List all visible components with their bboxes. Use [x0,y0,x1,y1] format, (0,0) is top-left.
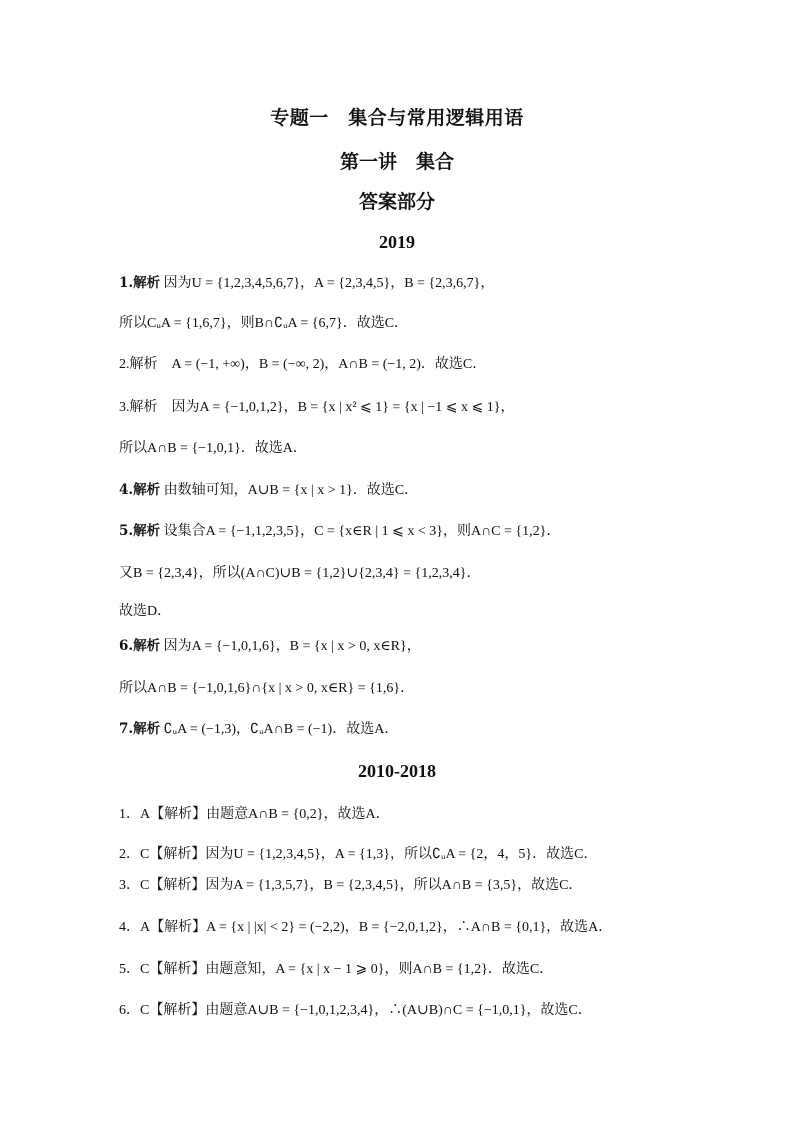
lecture-title: 第一讲 集合 [339,151,454,173]
answer-line [119,314,408,333]
answer-line [119,481,418,500]
answer-text: 6．C【解析】由题意A∪B = {−1,0,1,2,3,4}，∴(A∪B)∩C = {−1,0,1}，故选C． [119,1003,592,1018]
answer-text: 2．C【解析】因为U = {1,2,3,4,5}，A = {1,3}，所以∁ᵤA = {2，4，5}．故选C． [119,847,598,862]
answer-line [119,876,582,895]
answer-text: 又B = {2,3,4}，所以(A∩C)∪B = {1,2}∪{2,3,4} = {1,2,3,4}． [119,566,481,581]
answer-line [119,274,494,293]
answer-number: 5.解析 [119,523,161,539]
answer-text: 1．A【解析】由题意A∩B = {0,2}，故选A． [119,807,390,822]
answer-text: 设集合A = {−1,1,2,3,5}，C = {x∈R | 1 ⩽ x < 3}，则A∩C = {1,2}． [160,524,561,539]
answer-line [119,355,486,374]
answer-line [119,720,398,739]
answer-text: 因为U = {1,2,3,4,5,6,7}，A = {2,3,4,5}，B = {2,3,6,7}， [160,276,495,291]
topic-title: 专题一 集合与常用逻辑用语 [270,107,524,129]
answer-line [119,522,560,541]
section-title: 答案部分 [358,191,435,213]
answer-text: 由数轴可知，A∪B = {x | x > 1}．故选C． [160,483,419,498]
answer-text: 故选D． [119,604,172,619]
answer-text: 4．A【解析】A = {x | |x| < 2} = (−2,2)，B = {−2,0,1,2}，∴A∩B = {0,1}，故选A． [119,920,613,935]
answer-line [119,564,480,583]
answer-line [119,918,612,937]
answer-text: 5．C【解析】由题意知，A = {x | x − 1 ⩾ 0}，则A∩B = {1,2}．故选C． [119,962,554,977]
answer-text: 3.解析 因为A = {−1,0,1,2}，B = {x | x² ⩽ 1} = {x | −1 ⩽ x ⩽ 1}， [119,400,515,415]
answer-text: ∁ᵤA = (−1,3)，∁ᵤA∩B = (−1)．故选A． [160,722,399,737]
answer-number: 4.解析 [119,482,161,498]
answer-text: 因为A = {−1,0,1,6}，B = {x | x > 0, x∈R}， [160,639,421,654]
answer-line [119,679,414,698]
year-heading-2019: 2019 [379,232,415,252]
answer-line [119,637,421,656]
answer-line [119,398,514,417]
answer-text: 所以A∩B = {−1,0,1}．故选A． [119,441,307,456]
answer-number: 7.解析 [119,721,161,737]
answer-text: 2.解析 A = (−1, +∞)，B = (−∞, 2)，A∩B = (−1, 2)．故选C． [119,357,487,372]
answer-text: 3．C【解析】因为A = {1,3,5,7}，B = {2,3,4,5}，所以A∩B = {3,5}，故选C． [119,878,583,893]
answer-number: 1.解析 [119,275,161,291]
answer-line [119,845,597,864]
answer-text: 所以CᵤA = {1,6,7}，则B∩∁ᵤA = {6,7}．故选C． [119,316,409,331]
year-heading-2010-2018: 2010-2018 [358,761,436,781]
answer-number: 6.解析 [119,638,161,654]
answer-text: 所以A∩B = {−1,0,1,6}∩{x | x > 0, x∈R} = {1,6}． [119,681,415,696]
answer-line [119,960,553,979]
answer-line [119,602,171,621]
answer-line [119,1001,592,1020]
answer-line [119,439,307,458]
answer-line [119,805,390,824]
